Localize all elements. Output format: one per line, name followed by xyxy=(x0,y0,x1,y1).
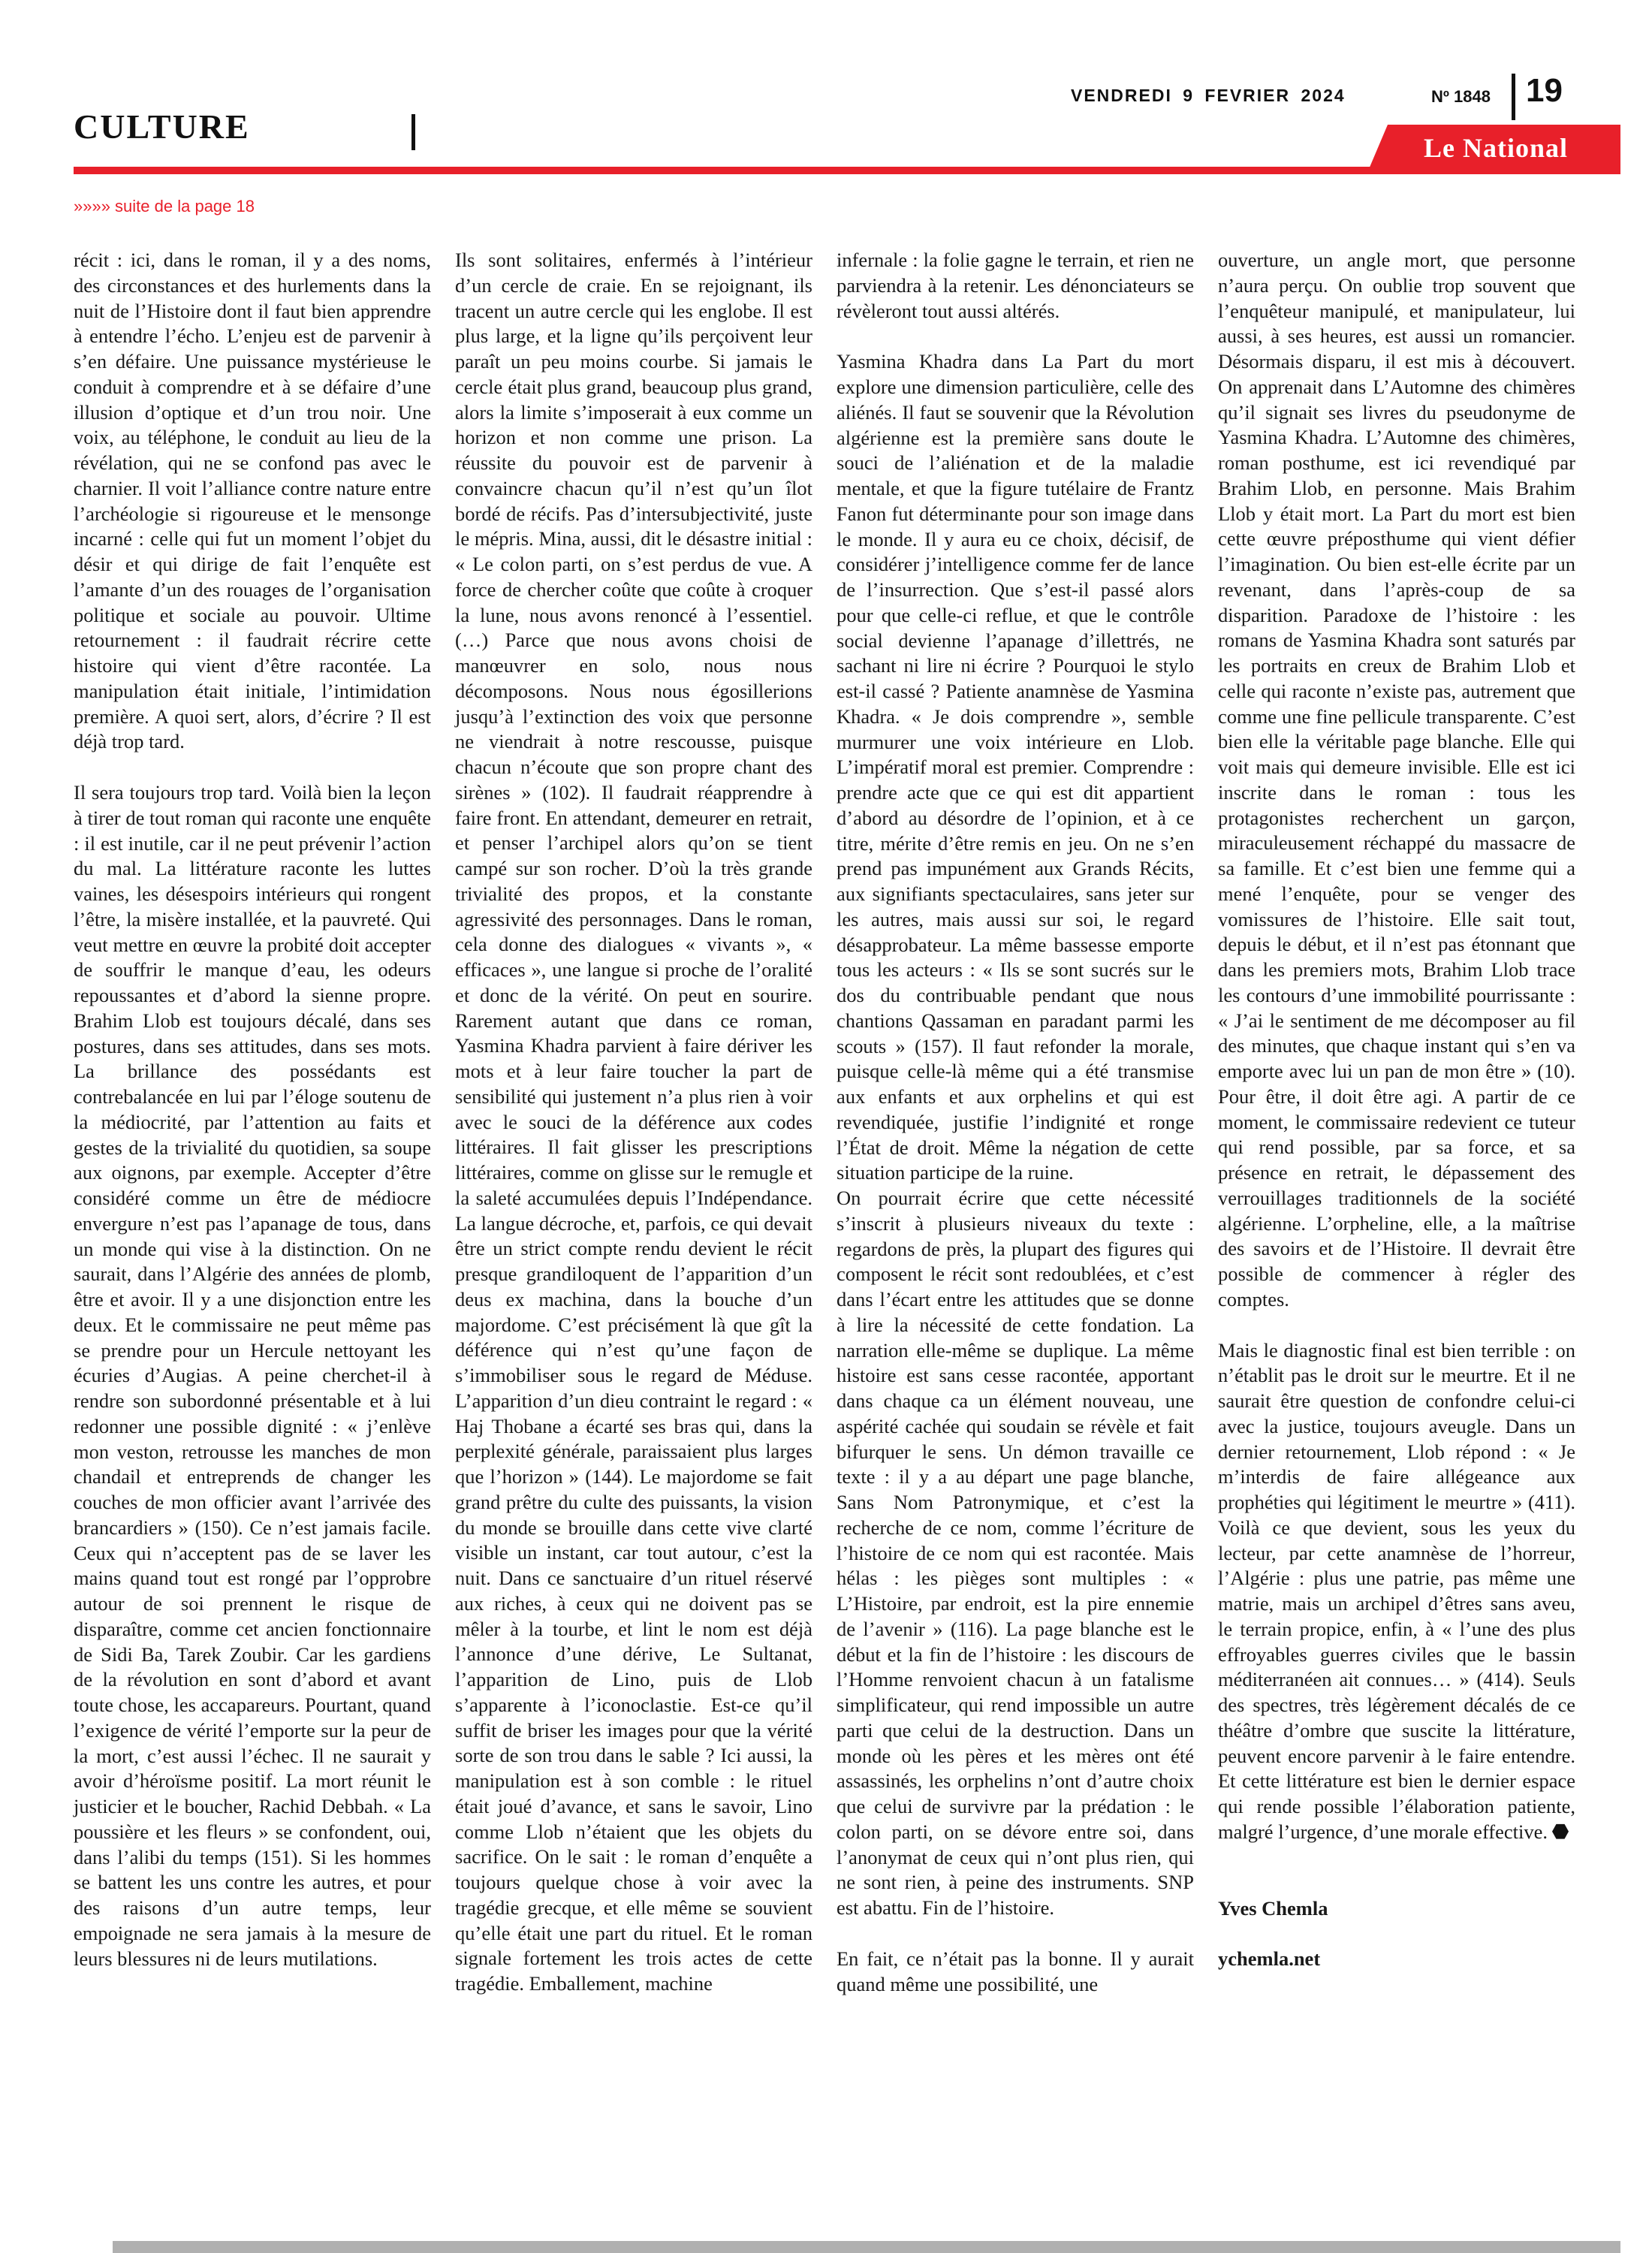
author-name: Yves Chemla xyxy=(1218,1896,1328,1920)
issue-date: VENDREDI 9 FEVRIER 2024 xyxy=(1071,86,1346,105)
page-number: 19 xyxy=(1526,72,1563,109)
paragraph xyxy=(1218,1338,1575,1845)
paragraph: infernale : la folie gagne le terrain, et rien ne parviendra à la retenir. Les dénonciateurs se révèleront tout aussi altérés. xyxy=(837,249,1194,322)
article-column-2 xyxy=(455,248,812,1997)
article-column-4 xyxy=(1218,248,1575,1972)
paragraph: Yasmina Khadra dans La Part du mort explore une dimension particulière, celle des aliénés. Il faut se souvenir que la Révolution algérienne est la première sans doute le souci de l’aliénation et de la maladie mentale, et que la figure tutélaire de Frantz Fanon fut déterminante pour son image dans le monde. Il y aura eu ce choix, décisif, de considérer j’intelligence comme fer de lance de l’insurrection. Que s’est-il passé alors pour que celle-ci reflue, et que le contrôle social devienne l’apanage d’illettrés, ne sachant ni lire ni écrire ? Pourquoi le stylo est-il cassé ? Patiente anamnèse de Yasmina Khadra. « Je dois comprendre », semble murmurer une voix intérieure en Llob. L’impératif moral est premier. Comprendre : prendre acte que ce qui est dit appartient d’abord au désordre de l’opinion, et à ce titre, mérite d’être remis en jeu. On ne s’en prend pas impunément aux Grands Récits, aux signifiants spectaculaires, sans jeter sur les autres, mais aussi sur soi, le regard désapprobateur. La même bassesse emporte tous les acteurs : « Ils se sont sucrés sur le dos du contribuable pendant que nous chantions Qassaman en paradant parmi les scouts » (157). Il faut refonder la morale, puisque celle-là même qui a été transmise aux enfants et aux orphelins et qui est revendiquée, justifie l’indignité et ronge l’État de droit. Même la négation de cette situation participe de la ruine. xyxy=(837,350,1194,1184)
paragraph-text: Mais le diagnostic final est bien terrible : on n’établit pas le droit sur le meurtre. Et il ne saurait être question de confondre celui-ci avec la justice, toujours aveugle. Dans un dernier retournement, Llob répond : « Je m’interdis de faire allégeance aux prophéties qui légitiment le meurtre » (411). Voilà ce que devient, sous les yeux du lecteur, par cette anamnèse de l’horreur, l’Algérie : plus une patrie, pas même une matrie, mais un archipel d’êtres sans aveu, le terrain propice, enfin, à « l’une des plus effroyables guerres civiles que le bassin méditerranéen ait connues… » (414). Seuls des spectres, très légèrement décalés de ce théâtre d’ombre que suscite la littérature, peuvent encore parvenir à le faire entendre. Et cette littérature est bien le dernier espace qui rende possible l’élaboration patiente, malgré l’urgence, d’une morale effective. xyxy=(1218,1338,1575,1843)
author-website[interactable]: ychemla.net xyxy=(1218,1947,1321,1971)
paragraph: récit : ici, dans le roman, il y a des noms, des circonstances et des hurlements dans la nuit de l’Histoire dont il faut bien apprendre à entendre l’écho. L’enjeu est de parvenir à s’en défaire. Une puissance mystérieuse le conduit à comprendre et à se défaire d’une illusion d’optique et d’un trou noir. Une voix, au téléphone, le conduit au lieu de la révélation, qui ne se confond pas avec le charnier. Il voit l’alliance contre nature entre l’archéologie si rigoureuse et le mensonge incarné : celle qui fut un moment l’objet du désir et qui dirige de fait l’enquête est l’amante d’un des rouages de l’organisation politique et sociale au pouvoir. Ultime retournement : il faudrait récrire cette histoire qui vient d’être racontée. La manipulation était initiale, l’intimidation première. A quoi sert, alors, d’écrire ? Il est déjà trop tard. xyxy=(74,249,431,753)
section-separator xyxy=(411,114,415,150)
paragraph: On pourrait écrire que cette nécessité s’inscrit à plusieurs niveaux du texte : regardons de près, la plupart des figures qui composent le récit sont redoublées, et c’est dans l’écart entre les attitudes que se donne à lire la nécessité de cette fondation. La narration elle-même se duplique. La même histoire est sans cesse racontée, apportant dans chaque ca un élément nouveau, une aspérité cachée qui soudain se révèle et fait bifurquer le sens. Un démon travaille ce texte : il y a au départ une page blanche, Sans Nom Patronymique, et c’est la recherche de ce nom, comme l’écriture de l’histoire de ce nom qui est racontée. Mais hélas : les pièges sont multiples : « L’Histoire, par endroit, est la pire ennemie de l’avenir » (116). La page blanche est le début et la fin de l’histoire : les discours de l’Homme renvoient chacun à un fatalisme simplificateur, qui rend impossible un autre parti que celui de la destruction. Dans un monde où les pères et les mères ont été assassinés, les orphelins n’ont d’autre choix que celui de survivre par la prédation : le colon parti, on se dévore entre soi, dans l’anonymat de ceux qui n’ont plus rien, qui ne sont rien, à peine des instruments. SNP est abattu. Fin de l’histoire. xyxy=(837,1187,1194,1919)
issue-number: Nº 1848 xyxy=(1431,87,1491,106)
paragraph: ouverture, un angle mort, que personne n’aura perçu. On oublie trop souvent que l’enquêteur manipulé, et manipulateur, lui aussi, à ses heures, est aussi un romancier. Désormais disparu, il est mis à découvert. On apprenait dans L’Automne des chimères qu’il signait ses livres du pseudonyme de Yasmina Khadra. L’Automne des chimères, roman posthume, est ici revendiqué par Brahim Llob, en personne. Mais Brahim Llob y était mort. La Part du mort est bien cette œuvre préposthume qui vient défier l’imagination. Ou bien est-elle écrite par un revenant, dans l’après-coup de sa disparition. Paradoxe de l’histoire : les romans de Yasmina Khadra sont saturés par les portraits en creux de Brahim Llob et celle qui raconte n’existe pas, autrement que comme une fine pellicule transparente. C’est bien elle la véritable page blanche. Elle qui voit mais qui demeure invisible. Elle est ici inscrite dans le roman : tous les protagonistes recherchent un garçon, miraculeusement réchappé du massacre de sa famille. Et c’est bien une femme qui a mené l’enquête, pour se venger des vomissures de l’histoire. Elle sait tout, depuis le début, et il n’est pas étonnant que dans les premiers mots, Brahim Llob trace les contours d’une immobilité pourrissante : « J’ai le sentiment de me décomposer au fil des minutes, que chaque instant qui s’en va emporte avec lui un pan de mon être » (10). Pour être, il doit être agi. A partir de ce moment, le commissaire redevient ce tuteur qui rend possible, par sa force, et sa présence en retrait, le dépassement des verrouillages traditionnels de la société algérienne. L’orpheline, elle, a la maîtrise des savoirs et de l’Histoire. Il devrait être possible de commencer à régler des comptes. xyxy=(1218,249,1575,1310)
page-number-separator xyxy=(1512,74,1515,120)
end-of-article-icon xyxy=(1552,1823,1569,1840)
article-column-3 xyxy=(837,248,1194,1997)
paragraph: Il sera toujours trop tard. Voilà bien la leçon à tirer de tout roman qui raconte une enquête : il est inutile, car il ne peut prévenir l’action du mal. La littérature raconte les luttes vaines, les désespoirs intérieurs qui rongent l’être, la misère installée, et la pauvreté. Qui veut mettre en œuvre la probité doit accepter de souffrir le manque d’eau, les odeurs repoussantes et d’abord la sienne propre. Brahim Llob est toujours décalé, dans ses postures, dans ses attitudes, dans ses mots. La brillance des possédants est contrebalancée en lui par l’éloge soutenu de la médiocrité, par l’attention au faits et gestes de la trivialité du quotidien, sa soupe aux oignons, par exemple. Accepter d’être considéré comme un être de médiocre envergure n’est pas l’apanage de tous, dans un monde qui vise à la distinction. On ne saurait, dans l’Algérie des années de plomb, être et avoir. Il y a une disjonction entre les deux. Et le commissaire ne peut même pas se prendre pour un Hercule nettoyant les écuries d’Augias. A peine cherchet-il à rendre son subordonné présentable et à lui redonner une possible dignité : « j’enlève mon veston, retrousse les manches de mon chandail et entreprends de changer les couches de mon officier avant l’arrivée des brancardiers » (150). Ce n’est jamais facile. Ceux qui n’acceptent pas de se laver les mains quand tout est rongé par l’opprobre autour de soi prennent le risque de disparaître, comme cet ancien fonctionnaire de Sidi Ba, Tarek Zoubir. Car les gardiens de la révolution en sont d’abord et avant toute chose, les accapareurs. Pourtant, quand l’exigence de vérité l’emporte sur la peur de la mort, c’est aussi l’échec. Il ne saurait y avoir d’héroïsme positif. La mort réunit le justicier et le boucher, Rachid Debbah. « La poussière et les fleurs » se confondent, oui, dans l’alibi du temps (151). Si les hommes se battent les uns contre les autres, et pour des raisons d’un autre temps, leur empoignade ne sera jamais à la mesure de leurs blessures ni de leurs mutilations. xyxy=(74,781,431,1970)
article-column-1 xyxy=(74,248,431,1971)
footer-rule xyxy=(113,2241,1620,2253)
section-title: CULTURE xyxy=(74,107,250,146)
paragraph: En fait, ce n’était pas la bonne. Il y aurait quand même une possibilité, une xyxy=(837,1947,1194,1995)
brand-name: Le National xyxy=(1423,133,1568,163)
paragraph: Ils sont solitaires, enfermés à l’intérieur d’un cercle de craie. En se rejoignant, ils tracent un autre cercle qui les englobe. Il est plus large, et la ligne qu’ils perçoivent leur paraît un peu moins courbe. Si jamais le cercle était plus grand, beaucoup plus grand, alors la limite s’imposerait à eux comme un horizon et non comme une prison. La réussite du pouvoir est de parvenir à convaincre chacun qu’il n’est qu’un îlot bordé de récifs. Pas d’intersubjectivité, juste le mépris. Mina, aussi, dit le désastre initial : « Le colon parti, on s’est perdus de vue. A force de chercher coûte que coûte à croquer la lune, nous avons renoncé à l’essentiel. (…) Parce que nous avons choisi de manœuvrer en solo, nous nous décomposons. Nous nous égosillerions jusqu’à l’extinction des voix que personne ne viendrait à notre rescousse, puisque chacun n’écoute que son propre chant des sirènes » (102). Il faudrait réapprendre à faire front. En attendant, demeurer en retrait, et penser l’archipel alors qu’on se tient campé sur son rocher. D’où la très grande trivialité des propos, et la constante agressivité des personnages. Dans le roman, cela donne des dialogues « vivants », « efficaces », une langue si proche de l’oralité et donc de la vérité. On peut en sourire. Rarement autant que dans ce roman, Yasmina Khadra parvient à faire dériver les mots et à leur faire toucher la part de sensibilité qui justement n’a plus rien à voir avec le souci de la déférence aux codes littéraires. Il fait glisser les prescriptions littéraires, comme on glisse sur le remugle et la saleté accumulées depuis l’Indépendance. La langue décroche, et, parfois, ce qui devait être un strict compte rendu devient le récit presque grandiloquent de l’apparition d’un deus ex machina, dans la bouche d’un majordome. C’est précisément là que gît la déférence qui n’est qu’une façon de s’immobiliser sous le regard de Méduse. L’apparition d’un dieu contraint le regard : « Haj Thobane a écarté ses bras qui, dans la perplexité générale, paraissaient plus larges que l’horizon » (144). Le majordome se fait grand prêtre du culte des puissants, la vision du monde se brouille dans cette vive clarté visible un instant, car tout autour, c’est la nuit. Dans ce sanctuaire d’un rituel réservé aux riches, à ceux qui ne doivent pas se mêler à la tourbe, et lint le nom est déjà l’annonce d’une dérive, Le Sultanat, l’apparition de Lino, puis de Llob s’apparente à l’iconoclastie. Est-ce qu’il suffit de briser les images pour que la vérité sorte de son trou dans le sable ? Ici aussi, la manipulation est à son comble : le rituel était joué d’avance, et sans le savoir, Lino comme Llob n’étaient que les objets du sacrifice. On le sait : le roman d’enquête a toujours quelque chose à voir avec la tragédie grecque, et elle même se souvient qu’elle était une part du rituel. Et le roman signale fortement les trois actes de cette tragédie. Emballement, machine xyxy=(455,249,812,1995)
continuation-note: »»»» suite de la page 18 xyxy=(74,197,255,216)
